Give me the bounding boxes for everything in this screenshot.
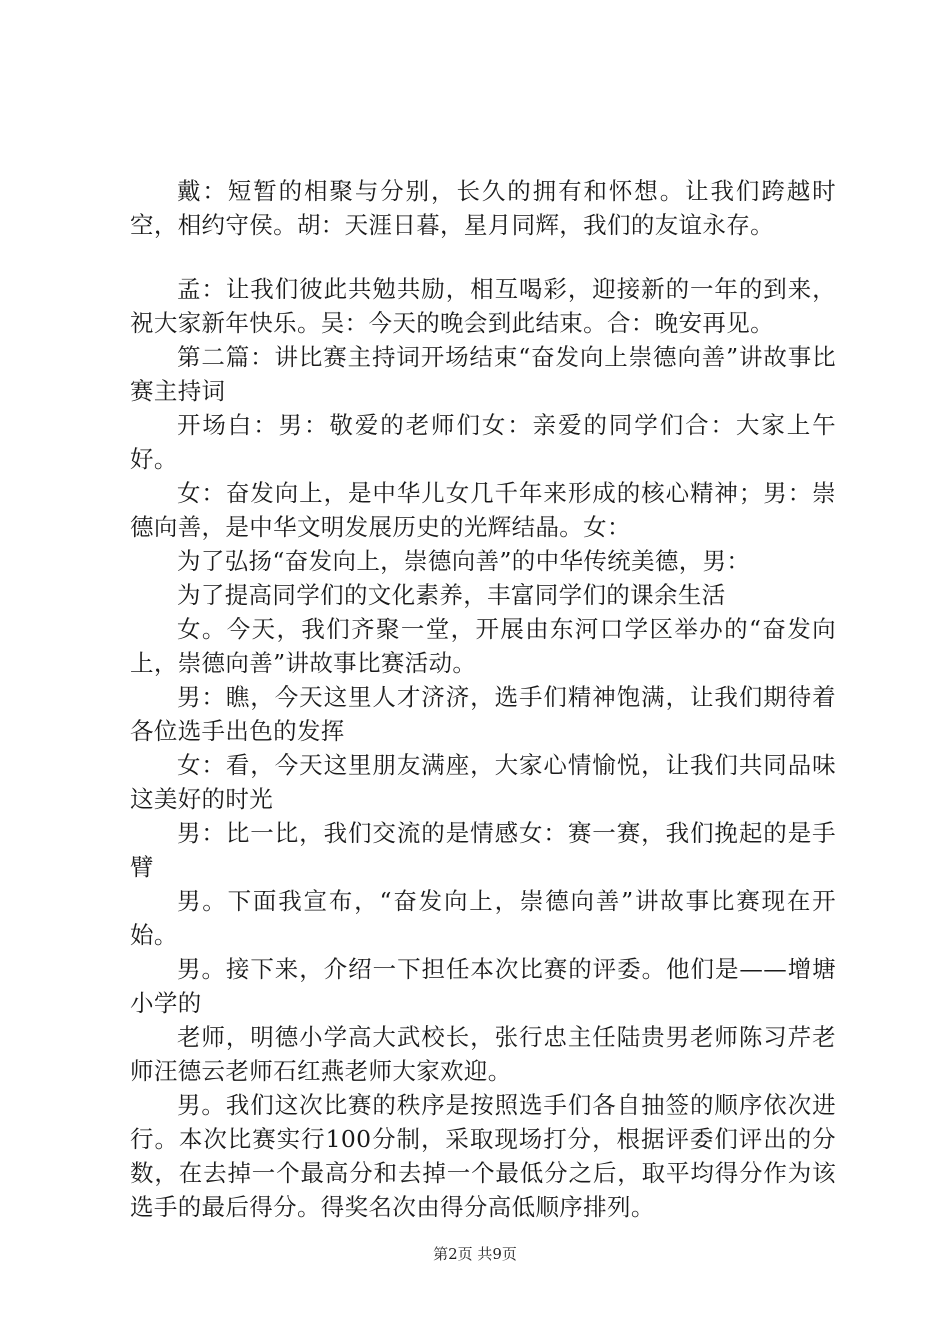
- paragraph: 男：瞧，今天这里人才济济，选手们精神饱满，让我们期待着各位选手出色的发挥: [130, 683, 836, 745]
- paragraph: 开场白：男：敬爱的老师们女：亲爱的同学们合：大家上午好。: [130, 411, 836, 473]
- paragraph: 男：比一比，我们交流的是情感女：赛一赛，我们挽起的是手臂: [130, 819, 836, 881]
- paragraph: 男。下面我宣布，“奋发向上，崇德向善”讲故事比赛现在开始。: [130, 887, 836, 949]
- paragraph: 女：奋发向上，是中华儿女几千年来形成的核心精神；男：崇德向善，是中华文明发展历史的光辉结晶。女：: [130, 479, 836, 541]
- paragraph: 第二篇：讲比赛主持词开场结束“奋发向上崇德向善”讲故事比赛主持词: [130, 343, 836, 405]
- paragraph: 为了提高同学们的文化素养，丰富同学们的课余生活: [177, 581, 726, 609]
- paragraph: 女：看，今天这里朋友满座，大家心情愉悦，让我们共同品味这美好的时光: [130, 751, 836, 813]
- paragraph: 男。接下来，介绍一下担任本次比赛的评委。他们是——增塘小学的: [130, 955, 836, 1017]
- page-number-footer: 第2页 共9页: [433, 1245, 517, 1263]
- document-body: [130, 174, 836, 1224]
- paragraph: 为了弘扬“奋发向上，崇德向善”的中华传统美德，男：: [177, 547, 751, 575]
- paragraph: 老师，明德小学高大武校长，张行忠主任陆贵男老师陈习芹老师汪德云老师石红燕老师大家欢迎。: [130, 1023, 836, 1085]
- paragraph: 戴：短暂的相聚与分别，长久的拥有和怀想。让我们跨越时空，相约守侯。胡：天涯日暮，星月同辉，我们的友谊永存。: [130, 177, 836, 239]
- paragraph: 男。我们这次比赛的秩序是按照选手们各自抽签的顺序依次进行。本次比赛实行100分制，采取现场打分，根据评委们评出的分数，在去掉一个最高分和去掉一个最低分之后，取平均得分作为该选手的最后得分。得奖名次由得分高低顺序排列。: [130, 1091, 836, 1221]
- paragraph: 孟：让我们彼此共勉共励，相互喝彩，迎接新的一年的到来，祝大家新年快乐。吴：今天的晚会到此结束。合：晚安再见。: [130, 275, 836, 337]
- paragraph: 女。今天，我们齐聚一堂，开展由东河口学区举办的“奋发向上，崇德向善”讲故事比赛活动。: [130, 615, 836, 677]
